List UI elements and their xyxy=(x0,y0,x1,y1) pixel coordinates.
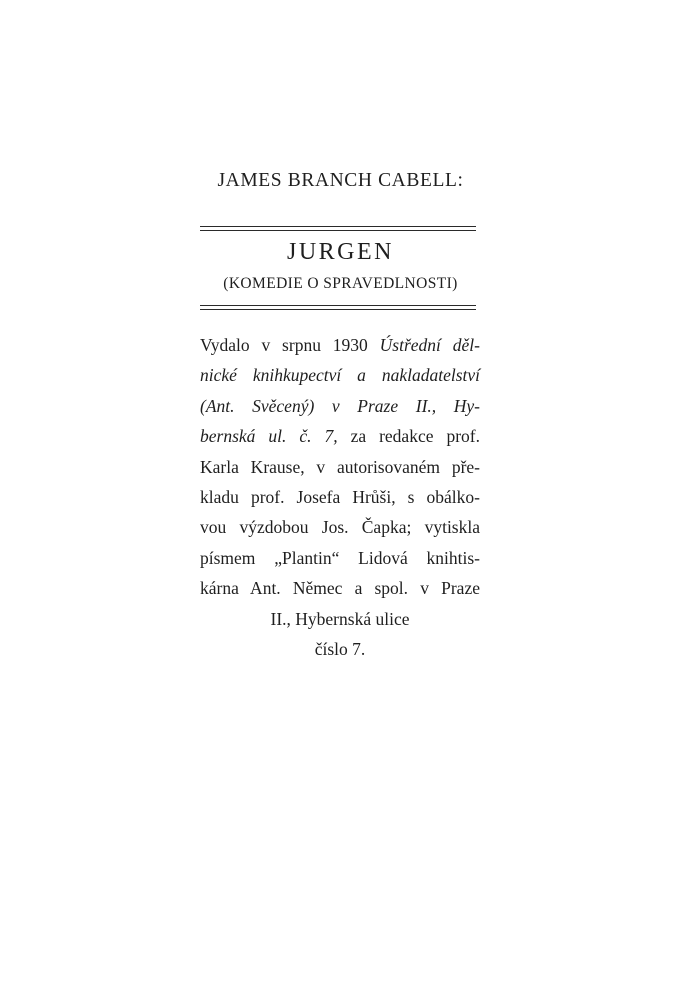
colophon-line xyxy=(200,330,480,360)
line-segment: písmem „Plantin“ Lidová knihtis- xyxy=(200,547,480,568)
book-subtitle: (KOMEDIE O SPRAVEDLNOSTI) xyxy=(223,275,458,292)
colophon-line xyxy=(200,452,480,482)
line-segment-italic: (Ant. Svěcený) v Praze II., Hy- xyxy=(200,395,480,416)
line-segment-italic: nické knihkupectví a nakladatelství xyxy=(200,365,480,386)
author-heading: JAMES BRANCH CABELL: xyxy=(217,170,464,191)
line-segment: kladu prof. Josefa Hrůši, s obálko- xyxy=(200,487,480,508)
line-segment-italic: Ústřední děl- xyxy=(379,335,480,355)
colophon-line xyxy=(200,573,480,603)
line-segment: Vydalo v srpnu 1930 xyxy=(200,335,380,355)
line-segment: vou výzdobou Jos. Čapka; vytiskla xyxy=(200,517,480,538)
line-segment: za redakce prof. xyxy=(337,426,480,447)
colophon-line xyxy=(200,634,480,664)
colophon-line xyxy=(200,604,480,634)
colophon-text xyxy=(200,330,480,664)
book-title: JURGEN xyxy=(286,239,394,265)
line-segment: Karla Krause, v autorisovaném pře- xyxy=(200,456,480,477)
double-rule-top xyxy=(200,226,476,231)
colophon-line xyxy=(200,482,480,512)
colophon-line xyxy=(200,391,480,421)
line-segment: kárna Ant. Němec a spol. v Praze xyxy=(200,578,480,599)
colophon-line xyxy=(200,421,480,451)
colophon-line xyxy=(200,512,480,542)
colophon-line xyxy=(200,543,480,573)
line-segment: II., Hybernská ulice xyxy=(270,608,410,629)
line-segment: číslo 7. xyxy=(314,639,366,660)
line-segment-italic: bernská ul. č. 7, xyxy=(200,426,338,447)
colophon-line xyxy=(200,360,480,390)
double-rule-bottom xyxy=(200,305,476,310)
